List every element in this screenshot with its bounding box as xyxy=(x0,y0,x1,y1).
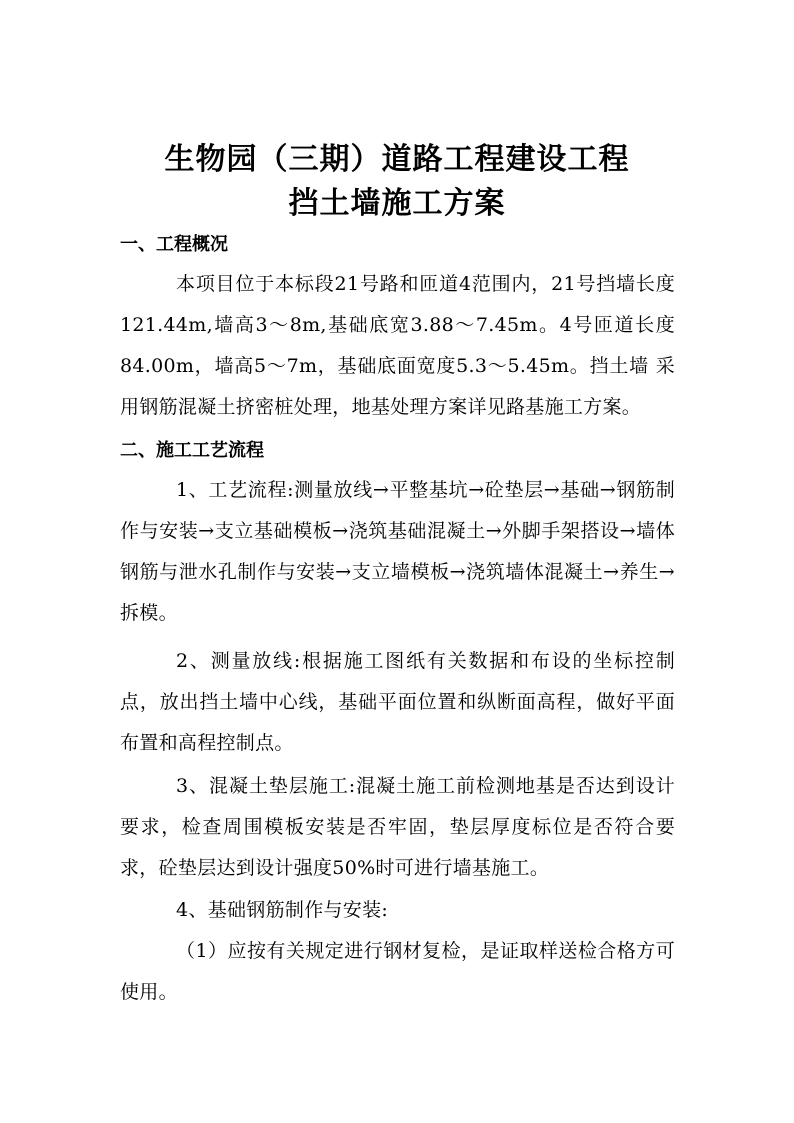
document-subtitle: 挡土墙施工方案 xyxy=(288,186,506,221)
paragraph-overview: 本项目位于本标段21号路和匝道4范围内，21号挡墙长度121.44m,墙高3～8m,基础底宽3.88～7.45m。4号匝道长度84.00m，墙高5～7m，基础底面宽度5.3～5.45m。挡土墙 采用钢筋混凝土挤密桩处理，地基处理方案详见路基施工方案。 xyxy=(120,273,675,418)
paragraph-rebar-heading: 4、基础钢筋制作与安装: xyxy=(176,899,389,921)
paragraph-process-flow: 1、工艺流程:测量放线→平整基坑→砼垫层→基础→钢筋制作与安装→支立基础模板→浇筑基础混凝土→外脚手架搭设→墙体钢筋与泄水孔制作与安装→支立墙模板→浇筑墙体混凝土→养生→拆模。 xyxy=(120,479,675,624)
paragraph-concrete-cushion: 3、混凝土垫层施工:混凝土施工前检测地基是否达到设计要求，检查周围模板安装是否牢固，垫层厚度标位是否符合要求，砼垫层达到设计强度50%时可进行墙基施工。 xyxy=(120,775,675,879)
section-heading-overview: 一、工程概况 xyxy=(120,234,228,255)
paragraph-survey: 2、测量放线:根据施工图纸有关数据和布设的坐标控制点，放出挡土墙中心线，基础平面位置和纵断面高程，做好平面布置和高程控制点。 xyxy=(120,650,675,754)
paragraph-rebar-item-1: （1）应按有关规定进行钢材复检，是证取样送检合格方可使用。 xyxy=(120,940,675,1003)
section-heading-process: 二、施工工艺流程 xyxy=(120,440,264,461)
document-title: 生物园（三期）道路工程建设工程 xyxy=(164,142,630,177)
